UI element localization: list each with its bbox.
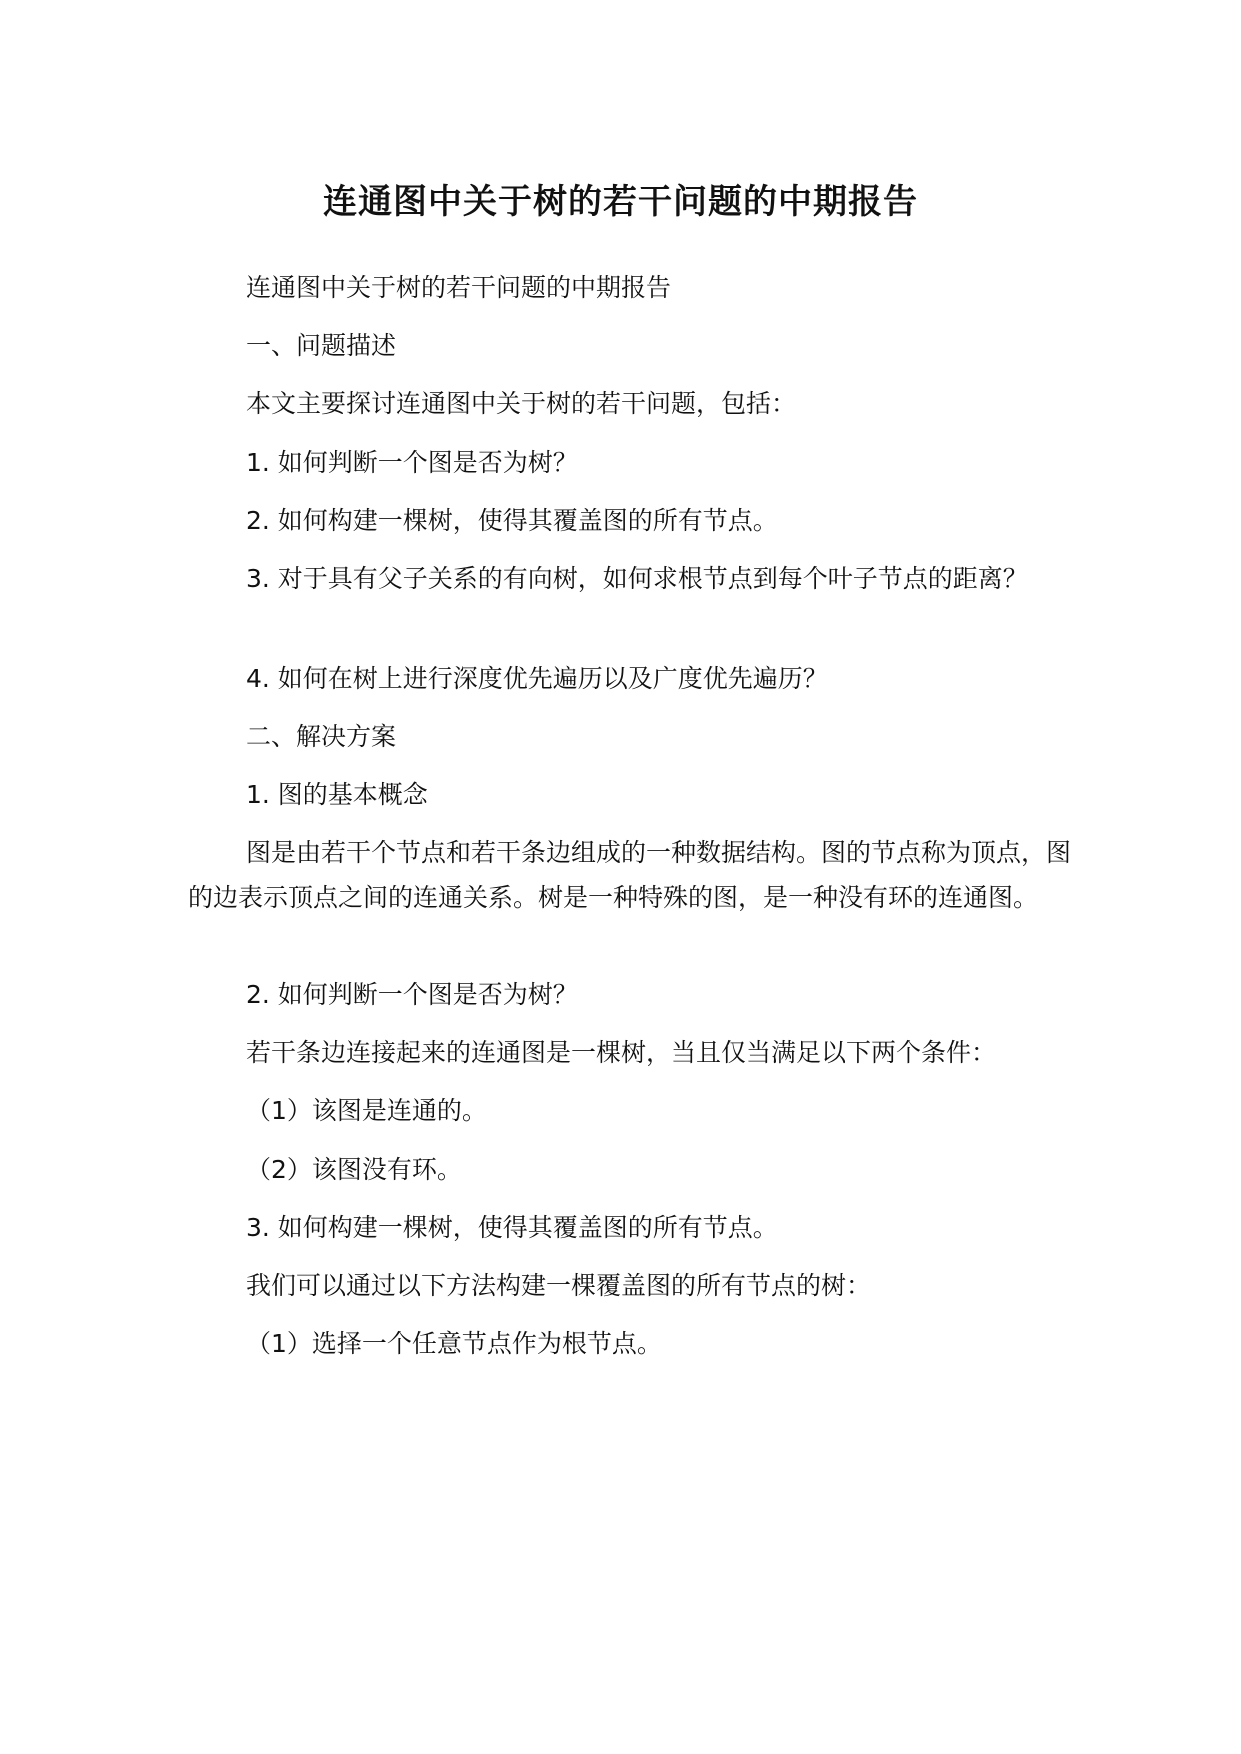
list-item-question-3: 3. 对于具有父子关系的有向树，如何求根节点到每个叶子节点的距离？ — [246, 564, 1028, 593]
section-heading-solution: 二、解决方案 — [246, 722, 397, 751]
paragraph-graph-definition: 图是由若干个节点和若干条边组成的一种数据结构。图的节点称为顶点，图的边表示顶点之间的连通关系。树是一种特殊的图，是一种没有环的连通图。 — [188, 838, 1072, 912]
list-item-question-1: 1. 如何判断一个图是否为树？ — [246, 448, 578, 477]
subheading-basic-concepts: 1. 图的基本概念 — [246, 780, 428, 809]
list-item-condition-2: （2）该图没有环。 — [246, 1155, 462, 1184]
subheading-build-tree: 3. 如何构建一棵树，使得其覆盖图的所有节点。 — [246, 1213, 778, 1242]
section-heading-problem: 一、问题描述 — [246, 331, 397, 360]
document-title: 连通图中关于树的若干问题的中期报告 — [323, 182, 918, 222]
paragraph-tree-conditions: 若干条边连接起来的连通图是一棵树，当且仅当满足以下两个条件： — [246, 1038, 997, 1067]
paragraph-intro: 本文主要探讨连通图中关于树的若干问题，包括： — [246, 389, 797, 418]
subheading-tree-check: 2. 如何判断一个图是否为树？ — [246, 980, 578, 1009]
list-item-condition-1: （1）该图是连通的。 — [246, 1096, 487, 1125]
list-item-step-1: （1）选择一个任意节点作为根节点。 — [246, 1329, 662, 1358]
list-item-question-4: 4. 如何在树上进行深度优先遍历以及广度优先遍历？ — [246, 664, 828, 693]
paragraph-subtitle: 连通图中关于树的若干问题的中期报告 — [246, 273, 672, 302]
paragraph-build-method: 我们可以通过以下方法构建一棵覆盖图的所有节点的树： — [246, 1271, 872, 1300]
list-item-question-2: 2. 如何构建一棵树，使得其覆盖图的所有节点。 — [246, 506, 778, 535]
